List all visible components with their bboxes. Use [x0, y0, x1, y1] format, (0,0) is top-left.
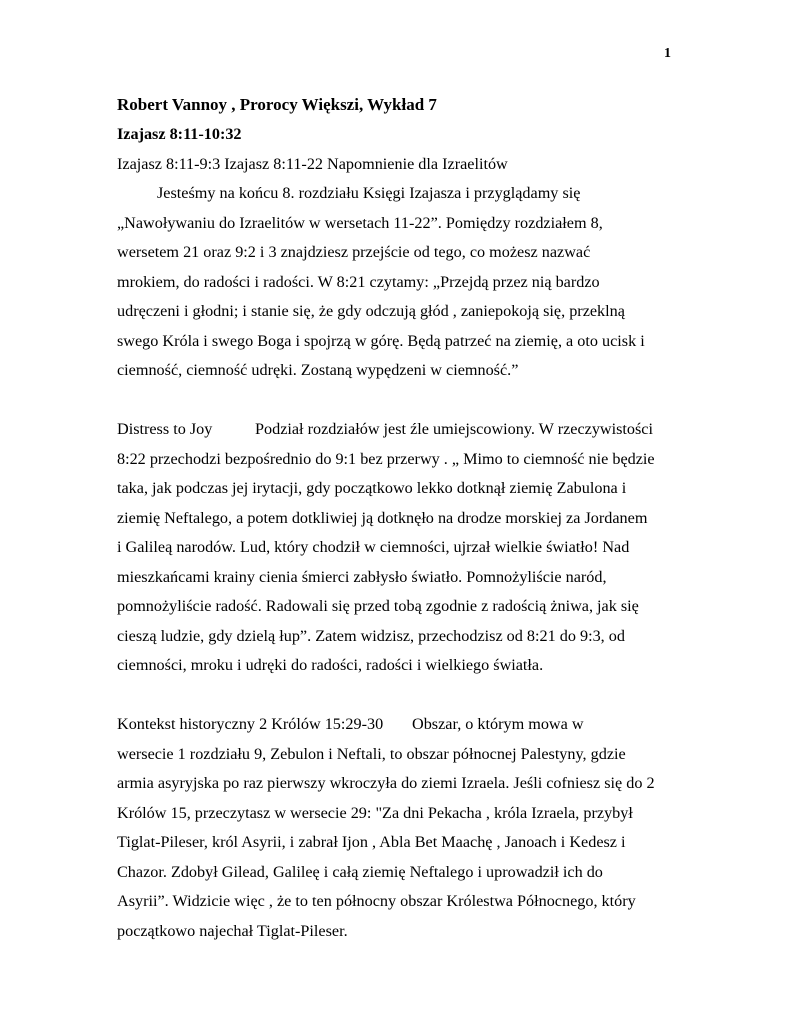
paragraph-line: Tiglat-Pileser, król Asyrii, i zabrał Ijon , Abla Bet Maachę , Janoach i Kedesz i [117, 833, 626, 851]
paragraph-line: 8:22 przechodzi bezpośrednio do 9:1 bez przerwy . „ Mimo to ciemność nie będzie [117, 449, 655, 468]
paragraph-line: swego Króla i swego Boga i spojrzą w górę. Będą patrzeć na ziemię, a oto ucisk i [117, 331, 645, 350]
paragraph-line: początkowo najechał Tiglat-Pileser. [117, 921, 348, 940]
paragraph-line: „Nawoływaniu do Izraelitów w wersetach 11-22”. Pomiędzy rozdziałem 8, [117, 213, 603, 232]
paragraph-line: mieszkańcami krainy cienia śmierci zabłysło światło. Pomnożyliście naród, [117, 567, 607, 586]
section-heading: Izajasz 8:11-9:3 Izajasz 8:11-22 Napomnienie dla Izraelitów [117, 154, 508, 173]
paragraph-line: wersecie 1 rozdziału 9, Zebulon i Neftali, to obszar północnej Palestyny, gdzie [117, 744, 626, 763]
paragraph-line: ciemność, ciemność udręki. Zostaną wypędzeni w ciemność.” [117, 361, 519, 379]
paragraph-first-line [117, 415, 677, 445]
paragraph-line: armia asyryjska po raz pierwszy wkroczyła do ziemi Izraela. Jeśli cofniesz się do 2 [117, 774, 655, 792]
paragraph-2 [117, 415, 677, 681]
paragraph-line: ziemię Neftalego, a potem dotkliwiej ją dotknęło na drodze morskiej za Jordanem [117, 508, 648, 527]
paragraph-line: Królów 15, przeczytasz w wersecie 29: "Za dni Pekacha , króla Izraela, przybył [117, 803, 633, 822]
paragraph-line: pomnożyliście radość. Radowali się przed tobą zgodnie z radością żniwa, jak się [117, 597, 639, 615]
paragraph-line: taka, jak podczas jej irytacji, gdy początkowo lekko dotknął ziemię Zabulona i [117, 479, 627, 497]
paragraph-heading: Distress to Joy [117, 420, 213, 438]
paragraph-line: Asyrii”. Widzicie więc , że to ten północny obszar Królestwa Północnego, który [117, 892, 636, 910]
paragraph-line: udręczeni i głodni; i stanie się, że gdy odczują głód , zaniepokoją się, przeklną [117, 302, 625, 320]
paragraph-line: mrokiem, do radości i radości. W 8:21 czytamy: „Przejdą przez nią bardzo [117, 272, 600, 291]
document-title: Robert Vannoy , Prorocy Większi, Wykład 7 [117, 95, 437, 114]
paragraph-line: wersetem 21 oraz 9:2 i 3 znajdziesz przejście od tego, co możesz nazwać [117, 243, 591, 261]
paragraph-line: Jesteśmy na końcu 8. rozdziału Księgi Izajasza i przyglądamy się [157, 184, 581, 202]
document-body [117, 90, 677, 946]
paragraph-line: i Galileą narodów. Lud, który chodził w ciemności, ujrzał wielkie światło! Nad [117, 538, 630, 556]
page-number: 1 [664, 46, 671, 61]
paragraph-1 [117, 179, 677, 386]
document-subtitle: Izajasz 8:11-10:32 [117, 125, 242, 143]
paragraph-line: Chazor. Zdobył Gilead, Galileę i całą ziemię Neftalego i uprowadził ich do [117, 862, 603, 881]
paragraph-3 [117, 710, 677, 946]
paragraph-line-text: Obszar, o którym mowa w [412, 715, 584, 733]
paragraph-line-text: Podział rozdziałów jest źle umiejscowiony. W rzeczywistości [255, 420, 653, 438]
paragraph-heading: Kontekst historyczny 2 Królów 15:29-30 [117, 715, 384, 733]
paragraph-line: cieszą ludzie, gdy dzielą łup”. Zatem widzisz, przechodzisz od 8:21 do 9:3, od [117, 626, 625, 645]
paragraph-first-line [117, 710, 677, 740]
paragraph-line: ciemności, mroku i udręki do radości, radości i wielkiego światła. [117, 656, 544, 674]
